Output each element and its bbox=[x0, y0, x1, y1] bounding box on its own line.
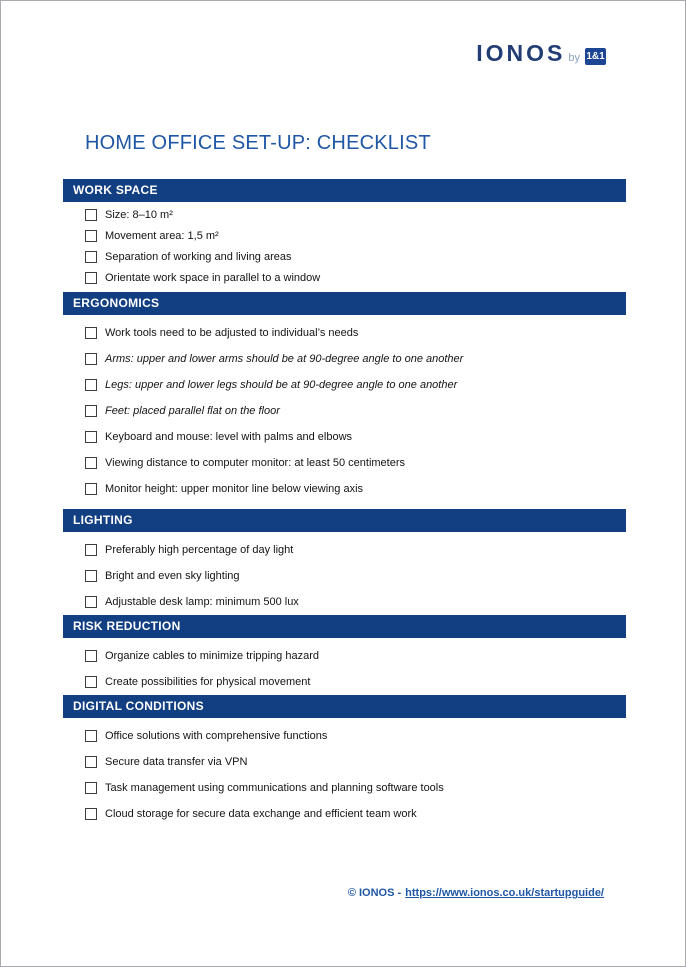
checklist bbox=[63, 179, 626, 822]
oneandone-badge-icon: 1&1 bbox=[585, 48, 606, 65]
checklist-item bbox=[63, 351, 626, 367]
checklist-item bbox=[63, 648, 626, 664]
startup-guide-link[interactable]: https://www.ionos.co.uk/startupguide/ bbox=[405, 887, 604, 899]
checklist-item-label: Keyboard and mouse: level with palms and elbows bbox=[105, 431, 353, 443]
checklist-item bbox=[63, 429, 626, 445]
checklist-item bbox=[63, 325, 626, 341]
section-header: DIGITAL CONDITIONS bbox=[63, 695, 626, 718]
checklist-item-label: Office solutions with comprehensive functions bbox=[105, 730, 328, 742]
checklist-item-label: Movement area: 1,5 m² bbox=[105, 230, 219, 242]
section-work-space bbox=[63, 179, 626, 286]
checklist-item-label: Legs: upper and lower legs should be at 90-degree angle to one another bbox=[105, 379, 458, 391]
checkbox-icon[interactable] bbox=[85, 483, 97, 495]
checkbox-icon[interactable] bbox=[85, 251, 97, 263]
checklist-item-label: Preferably high percentage of day light bbox=[105, 544, 294, 556]
checklist-item bbox=[63, 568, 626, 584]
checkbox-icon[interactable] bbox=[85, 596, 97, 608]
section-header: RISK REDUCTION bbox=[63, 615, 626, 638]
checkbox-icon[interactable] bbox=[85, 730, 97, 742]
section-digital-conditions bbox=[63, 695, 626, 822]
checklist-item bbox=[63, 403, 626, 419]
checkbox-icon[interactable] bbox=[85, 327, 97, 339]
checkbox-icon[interactable] bbox=[85, 431, 97, 443]
checkbox-icon[interactable] bbox=[85, 209, 97, 221]
checklist-item-label: Feet: placed parallel flat on the floor bbox=[105, 405, 280, 417]
checklist-item bbox=[63, 228, 626, 244]
checklist-item bbox=[63, 249, 626, 265]
page-title: HOME OFFICE SET-UP: CHECKLIST bbox=[85, 132, 431, 154]
checkbox-icon[interactable] bbox=[85, 756, 97, 768]
checkbox-icon[interactable] bbox=[85, 457, 97, 469]
checkbox-icon[interactable] bbox=[85, 808, 97, 820]
checklist-item-label: Cloud storage for secure data exchange and efficient team work bbox=[105, 808, 417, 820]
section-risk-reduction bbox=[63, 615, 626, 690]
logo-by-text: by bbox=[568, 52, 580, 64]
checklist-item bbox=[63, 674, 626, 690]
section-header: ERGONOMICS bbox=[63, 292, 626, 315]
checklist-item-label: Bright and even sky lighting bbox=[105, 570, 240, 582]
checklist-item bbox=[63, 594, 626, 610]
checklist-item bbox=[63, 270, 626, 286]
checklist-item bbox=[63, 780, 626, 796]
checklist-item-label: Create possibilities for physical movement bbox=[105, 676, 311, 688]
checklist-item bbox=[63, 754, 626, 770]
section-header: LIGHTING bbox=[63, 509, 626, 532]
checklist-item bbox=[63, 542, 626, 558]
checklist-item bbox=[63, 481, 626, 497]
checklist-item-label: Monitor height: upper monitor line below viewing axis bbox=[105, 483, 364, 495]
checklist-item-label: Arms: upper and lower arms should be at 90-degree angle to one another bbox=[105, 353, 464, 365]
checklist-item bbox=[63, 806, 626, 822]
checkbox-icon[interactable] bbox=[85, 405, 97, 417]
content-area bbox=[63, 130, 626, 822]
checklist-item bbox=[63, 455, 626, 471]
checklist-item-label: Secure data transfer via VPN bbox=[105, 756, 248, 768]
checklist-item-label: Orientate work space in parallel to a window bbox=[105, 272, 321, 284]
footer bbox=[348, 887, 604, 899]
checklist-item-label: Organize cables to minimize tripping hazard bbox=[105, 650, 319, 662]
checklist-item-label: Size: 8–10 m² bbox=[105, 209, 173, 221]
checklist-item-label: Separation of working and living areas bbox=[105, 251, 292, 263]
checkbox-icon[interactable] bbox=[85, 676, 97, 688]
checkbox-icon[interactable] bbox=[85, 230, 97, 242]
checkbox-icon[interactable] bbox=[85, 544, 97, 556]
section-lighting bbox=[63, 509, 626, 610]
checklist-item-label: Task management using communications and planning software tools bbox=[105, 782, 444, 794]
checklist-item bbox=[63, 728, 626, 744]
checklist-item-label: Viewing distance to computer monitor: at least 50 centimeters bbox=[105, 457, 406, 469]
checkbox-icon[interactable] bbox=[85, 650, 97, 662]
checklist-item bbox=[63, 377, 626, 393]
checkbox-icon[interactable] bbox=[85, 570, 97, 582]
checkbox-icon[interactable] bbox=[85, 353, 97, 365]
checkbox-icon[interactable] bbox=[85, 272, 97, 284]
ionos-wordmark: IONOS bbox=[476, 40, 566, 66]
checkbox-icon[interactable] bbox=[85, 782, 97, 794]
checklist-item-label: Work tools need to be adjusted to individual’s needs bbox=[105, 327, 359, 339]
section-header: WORK SPACE bbox=[63, 179, 626, 202]
copyright-text: © IONOS - bbox=[347, 887, 402, 899]
section-ergonomics bbox=[63, 292, 626, 497]
checklist-item bbox=[63, 207, 626, 223]
checklist-item-label: Adjustable desk lamp: minimum 500 lux bbox=[105, 596, 299, 608]
checkbox-icon[interactable] bbox=[85, 379, 97, 391]
ionos-logo bbox=[476, 42, 606, 65]
